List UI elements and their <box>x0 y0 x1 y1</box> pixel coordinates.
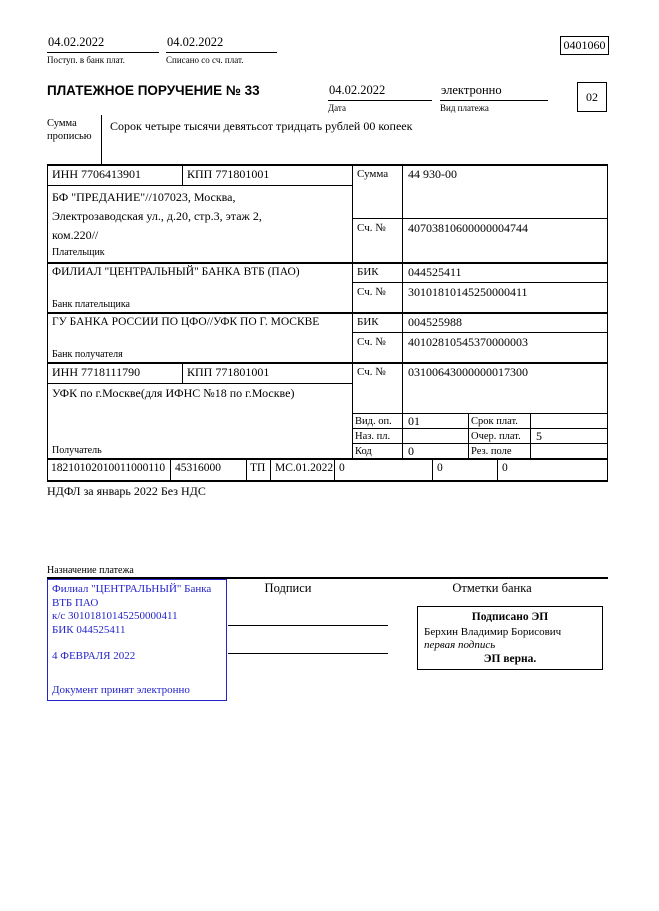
receiver-bank-bik-value: 004525988 <box>408 315 462 329</box>
payment-purpose-text: НДФЛ за январь 2022 Без НДС <box>47 484 206 498</box>
table-line <box>47 312 608 314</box>
table-line <box>47 458 608 460</box>
tax-type: 0 <box>502 462 508 474</box>
table-line <box>352 413 608 414</box>
ep-signature-role: первая подпись <box>424 639 496 651</box>
payment-kind-label: Вид платежа <box>440 103 489 113</box>
receiver-bank-bik-label: БИК <box>357 316 379 328</box>
receiver-account-label: Сч. № <box>357 366 386 378</box>
bank-acceptance-stamp <box>47 579 227 701</box>
receiver-inn: ИНН 7718111790 <box>52 365 141 379</box>
payer-bank-bik-value: 044525411 <box>408 265 462 279</box>
stamp-date: 4 ФЕВРАЛЯ 2022 <box>52 650 136 662</box>
stamp-bik: БИК 044525411 <box>52 623 126 636</box>
receiver-bank-account-value: 40102810545370000003 <box>408 335 528 349</box>
status-code-box: 02 <box>577 82 607 112</box>
table-line <box>352 332 608 333</box>
table-line <box>497 458 498 480</box>
table-line <box>530 413 531 458</box>
receiver-name: УФК по г.Москве(для ИФНС №18 по г.Москве) <box>52 386 295 400</box>
debited-date-value: 04.02.2022 <box>166 35 277 53</box>
bank-marks-header: Отметки банка <box>452 581 532 595</box>
payer-name: БФ "ПРЕДАНИЕ"//107023, Москва, Электрозаводская ул., д.20, стр.3, этаж 2, ком.220// <box>52 190 262 242</box>
document-date-label: Дата <box>328 103 346 113</box>
payer-bank-name: ФИЛИАЛ "ЦЕНТРАЛЬНЫЙ" БАНКА ВТБ (ПАО) <box>52 266 300 278</box>
form-code-box: 0401060 <box>560 36 609 55</box>
payer-bank-account-label: Сч. № <box>357 286 386 298</box>
priority-value: 5 <box>536 429 542 443</box>
payment-purpose-label: Назначение платежа <box>47 565 134 576</box>
received-date-field <box>47 35 159 65</box>
signatures-header: Подписи <box>264 581 312 595</box>
op-kind-label: Вид. оп. <box>355 416 392 427</box>
receiver-account-value: 03100643000000017300 <box>408 365 528 379</box>
table-line <box>47 362 608 364</box>
code-value: 0 <box>408 444 414 458</box>
table-line <box>47 185 352 186</box>
debited-date-label: Списано со сч. плат. <box>166 55 244 65</box>
tax-doc-date: 0 <box>437 462 443 474</box>
reserve-field-label: Рез. поле <box>471 446 512 457</box>
ep-validity: ЭП верна. <box>483 652 537 665</box>
debited-date-field <box>166 35 277 65</box>
table-line <box>352 164 353 458</box>
stamp-note: Документ принят электронно <box>52 683 190 696</box>
document-date-value: 04.02.2022 <box>328 83 432 101</box>
due-date-label: Срок плат. <box>471 416 518 427</box>
table-line <box>47 383 352 384</box>
signature-line-2 <box>228 653 388 654</box>
ep-title: Подписано ЭП <box>471 611 549 623</box>
stamp-spacer <box>52 637 222 650</box>
table-line <box>270 458 271 480</box>
table-line <box>47 164 48 480</box>
table-line <box>47 164 608 166</box>
op-kind-value: 01 <box>408 414 420 428</box>
table-line <box>47 480 608 482</box>
table-line <box>182 164 183 185</box>
page-title: ПЛАТЕЖНОЕ ПОРУЧЕНИЕ № 33 <box>47 83 260 98</box>
table-line <box>352 218 608 219</box>
receiver-bank-name: ГУ БАНКА РОССИИ ПО ЦФО//УФК ПО Г. МОСКВЕ <box>52 316 320 328</box>
ep-signer-name: Берхин Владимир Борисович <box>424 625 562 638</box>
amount-value: 44 930-00 <box>408 167 457 181</box>
tax-basis: ТП <box>250 462 266 474</box>
receiver-bank-account-label: Сч. № <box>357 336 386 348</box>
table-line <box>432 458 433 480</box>
amount-label: Сумма <box>357 168 389 180</box>
table-line <box>402 164 403 458</box>
amount-words-label: Сумма прописью <box>47 118 92 142</box>
receiver-bank-section-label: Банк получателя <box>52 349 123 360</box>
table-line <box>47 262 608 264</box>
payer-kpp: КПП 771801001 <box>187 167 270 181</box>
stamp-corr-account: к/с 30101810145250000411 <box>52 610 178 622</box>
payer-account-label: Сч. № <box>357 222 386 234</box>
table-line <box>182 362 183 383</box>
document-date-field <box>328 83 432 113</box>
tax-period: МС.01.2022 <box>275 462 334 474</box>
payer-bank-account-value: 30101810145250000411 <box>408 285 528 299</box>
tax-oktmo: 45316000 <box>175 462 221 474</box>
payer-bank-section-label: Банк плательщика <box>52 299 130 310</box>
amount-words-value: Сорок четыре тысячи девятьсот тридцать рублей 00 копеек <box>110 119 413 133</box>
code-label: Код <box>355 446 372 457</box>
payer-inn: ИНН 7706413901 <box>52 167 141 181</box>
electronic-signature-stamp <box>417 606 603 670</box>
purpose-code-label: Наз. пл. <box>355 431 391 442</box>
table-line <box>246 458 247 480</box>
receiver-kpp: КПП 771801001 <box>187 365 270 379</box>
table-line <box>468 413 469 458</box>
signature-line-1 <box>228 625 388 626</box>
table-line <box>170 458 171 480</box>
amount-words-divider <box>101 115 102 164</box>
payment-kind-field <box>440 83 548 113</box>
stamp-org: Филиал "ЦЕНТРАЛЬНЫЙ" Банка ВТБ ПАО <box>52 583 212 609</box>
receiver-section-label: Получатель <box>52 445 102 456</box>
tax-kbk: 18210102010011000110 <box>51 462 166 474</box>
table-line <box>334 458 335 480</box>
tax-doc-number: 0 <box>339 462 345 474</box>
table-line <box>352 282 608 283</box>
received-date-value: 04.02.2022 <box>47 35 159 53</box>
payer-bank-bik-label: БИК <box>357 266 379 278</box>
payer-account-value: 40703810600000004744 <box>408 221 528 235</box>
received-date-label: Поступ. в банк плат. <box>47 55 125 65</box>
payer-section-label: Плательщик <box>52 247 105 258</box>
priority-label: Очер. плат. <box>471 431 521 442</box>
table-line <box>607 164 608 480</box>
payment-kind-value: электронно <box>440 83 548 101</box>
